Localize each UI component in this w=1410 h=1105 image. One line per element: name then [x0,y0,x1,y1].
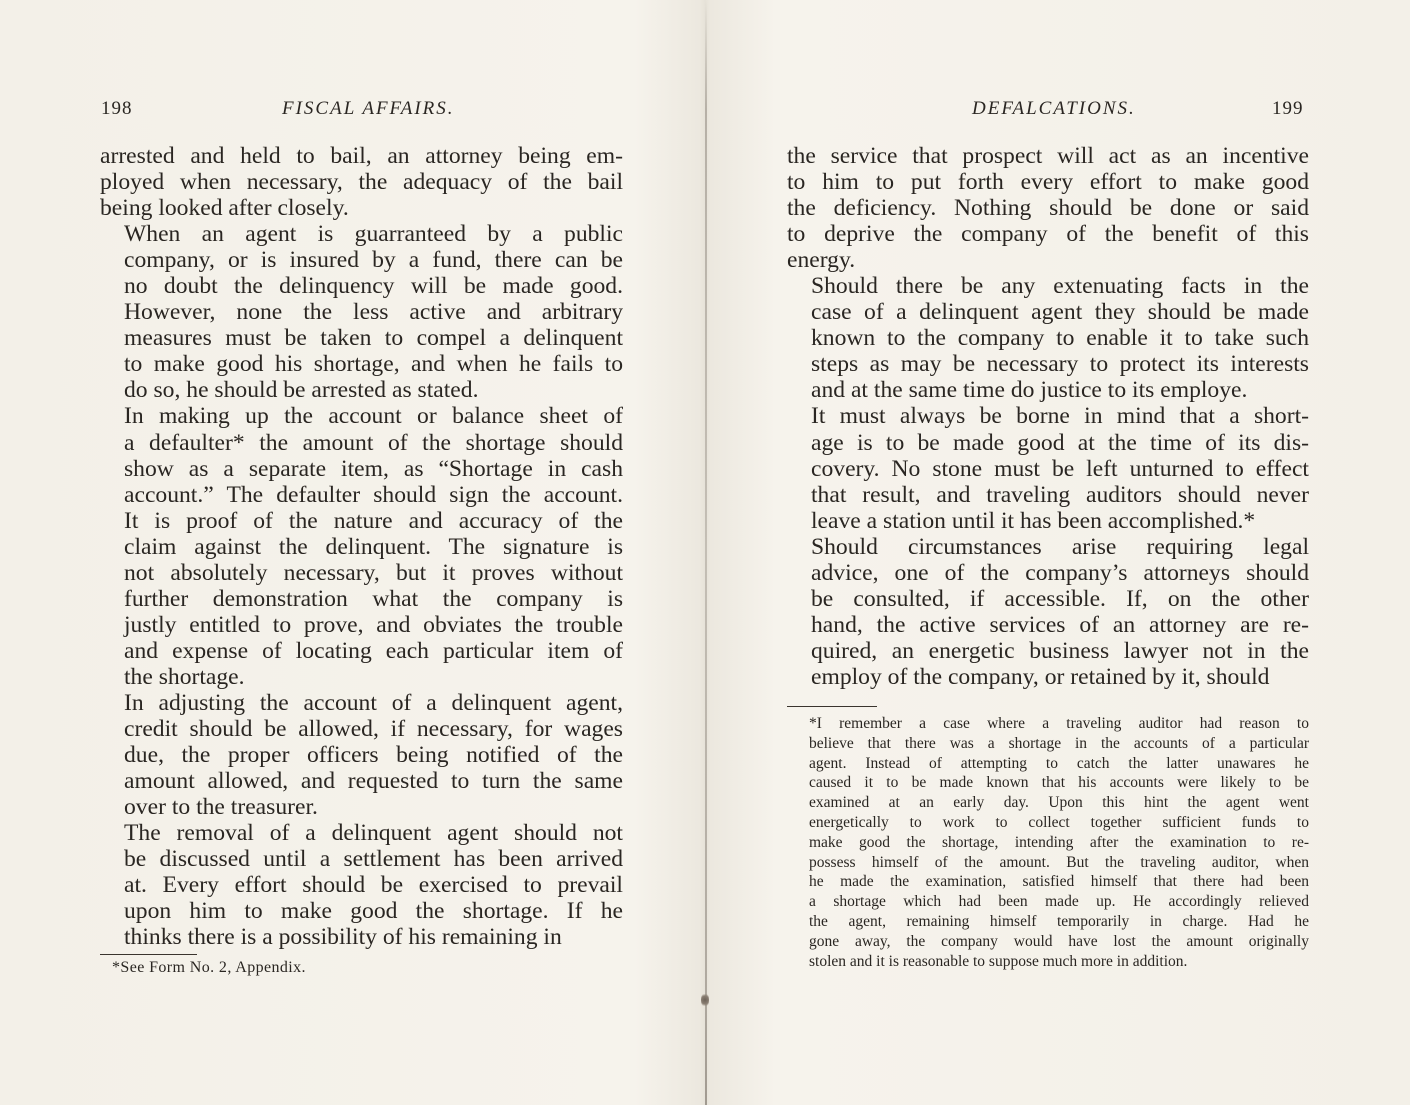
left-footnote-rule [100,954,197,955]
right-footnote [787,714,1309,971]
right-text-line: known to the company to enable it to take such [811,325,1309,352]
left-text-line: at. Every effort should be exercised to prevail [124,872,623,899]
left-text-line: be discussed until a settlement has been arrived [124,846,623,873]
left-footnote: *See Form No. 2, Appendix. [112,959,306,976]
right-footnote-line: possess himself of the amount. But the traveling auditor, when [809,853,1309,871]
right-text-line: hand, the active services of an attorney are re- [811,611,1309,638]
left-text-line: further demonstration what the company is [124,585,623,612]
left-text-line: thinks there is a possibility of his remaining in [124,924,562,951]
left-text-line: measures must be taken to compel a delinquent [124,325,623,352]
left-text-line: arrested and held to bail, an attorney being em- [100,143,623,169]
left-text-line: When an agent is guarranteed by a public [124,221,623,248]
left-text-line: to make good his shortage, and when he fails to [124,351,623,378]
left-text-line: not absolutely necessary, but it proves without [124,559,623,586]
right-footnote-line: energetically to work to collect together sufficient funds to [809,813,1309,831]
left-text-line: being looked after closely. [100,195,349,222]
left-text-line: do so, he should be arrested as stated. [124,377,479,404]
left-page-number: 198 [101,98,133,119]
right-footnote-line: *I remember a case where a traveling auditor had reason to [809,715,1309,732]
right-text-line: quired, an energetic business lawyer not in the [811,637,1309,664]
left-text-line: over to the treasurer. [124,794,318,821]
left-text-line: claim against the delinquent. The signature is [124,533,623,560]
right-text-line: that result, and traveling auditors should never [811,481,1309,508]
right-footnote-line: he made the examination, satisfied himself that there had been [809,873,1309,891]
left-paragraph [100,690,623,820]
left-text-line: account.” The defaulter should sign the account. [124,481,623,508]
left-text-line: However, none the less active and arbitrary [124,299,623,326]
left-paragraph [100,820,623,950]
right-text-line: be consulted, if accessible. If, on the other [811,585,1309,612]
right-body-text [787,143,1309,690]
left-text-line: company, or is insured by a fund, there can be [124,247,623,274]
right-page [707,0,1410,1105]
left-text-line: the shortage. [124,663,245,690]
right-text-line: It must always be borne in mind that a short- [811,403,1309,430]
right-text-line: the deficiency. Nothing should be done or said [787,195,1309,222]
left-text-line: due, the proper officers being notified of the [124,742,623,769]
right-paragraph [787,403,1309,533]
right-text-line: employ of the company, or retained by it, should [811,663,1270,690]
right-running-title: DEFALCATIONS. [972,98,1136,119]
right-text-line: and at the same time do justice to its employe. [811,377,1248,404]
right-paragraph [787,273,1309,403]
right-text-line: energy. [787,247,856,274]
left-body-text [100,143,623,950]
right-text-line: to deprive the company of the benefit of this [787,221,1309,248]
left-text-line: and expense of locating each particular item of [124,637,623,664]
right-footnote-line: a shortage which had been made up. He accordingly relieved [809,893,1309,911]
right-text-line: to him to put forth every effort to make good [787,169,1309,196]
right-text-line: covery. No stone must be left unturned to effect [811,455,1309,482]
left-text-line: show as a separate item, as “Shortage in cash [124,455,623,482]
left-paragraph [100,403,623,690]
right-footnote-rule [787,706,877,707]
right-text-line: leave a station until it has been accomplished.* [811,507,1256,534]
right-footnote-line: gone away, the company would have lost the amount originally [809,932,1309,950]
left-text-line: ployed when necessary, the adequacy of the bail [100,169,623,196]
right-text-line: case of a delinquent agent they should be made [811,299,1309,326]
right-footnote-line: examined at an early day. Upon this hint the agent went [809,794,1309,812]
right-page-number: 199 [1272,98,1304,119]
right-footnote-line: believe that there was a shortage in the accounts of a particular [809,734,1309,752]
left-text-line: no doubt the delinquency will be made good. [124,273,623,300]
left-text-line: The removal of a delinquent agent should not [124,820,623,847]
right-footnote-line: make good the shortage, intending after the examination to re- [809,833,1309,851]
right-footnote-line: caused it to be made known that his accounts were likely to be [809,774,1309,792]
left-paragraph [100,221,623,403]
right-text-line: Should there be any extenuating facts in the [811,273,1309,300]
right-text-line: Should circumstances arise requiring legal [811,533,1309,560]
right-footnote-paragraph [787,714,1309,971]
right-footnote-line: the agent, remaining himself temporarily in charge. Had he [809,912,1309,930]
left-text-line: In adjusting the account of a delinquent agent, [124,689,623,716]
left-running-title: FISCAL AFFAIRS. [282,98,455,119]
right-paragraph [787,143,1309,273]
left-text-line: It is proof of the nature and accuracy of the [124,507,623,534]
right-text-line: advice, one of the company’s attorneys should [811,559,1309,586]
right-footnote-line: stolen and it is reasonable to suppose much more in addition. [809,952,1188,970]
right-footnote-line: agent. Instead of attempting to catch the latter unawares he [809,754,1309,772]
left-text-line: upon him to make good the shortage. If he [124,898,623,925]
left-paragraph [100,143,623,221]
left-text-line: a defaulter* the amount of the shortage should [124,429,623,456]
right-text-line: age is to be made good at the time of its dis- [811,429,1309,456]
left-text-line: amount allowed, and requested to turn the same [124,768,623,795]
right-text-line: the service that prospect will act as an incentive [787,143,1309,169]
left-text-line: justly entitled to prove, and obviates the trouble [124,611,623,638]
left-text-line: credit should be allowed, if necessary, for wages [124,716,623,743]
right-paragraph [787,534,1309,690]
left-text-line: In making up the account or balance sheet of [124,403,623,430]
right-text-line: steps as may be necessary to protect its interests [811,351,1309,378]
